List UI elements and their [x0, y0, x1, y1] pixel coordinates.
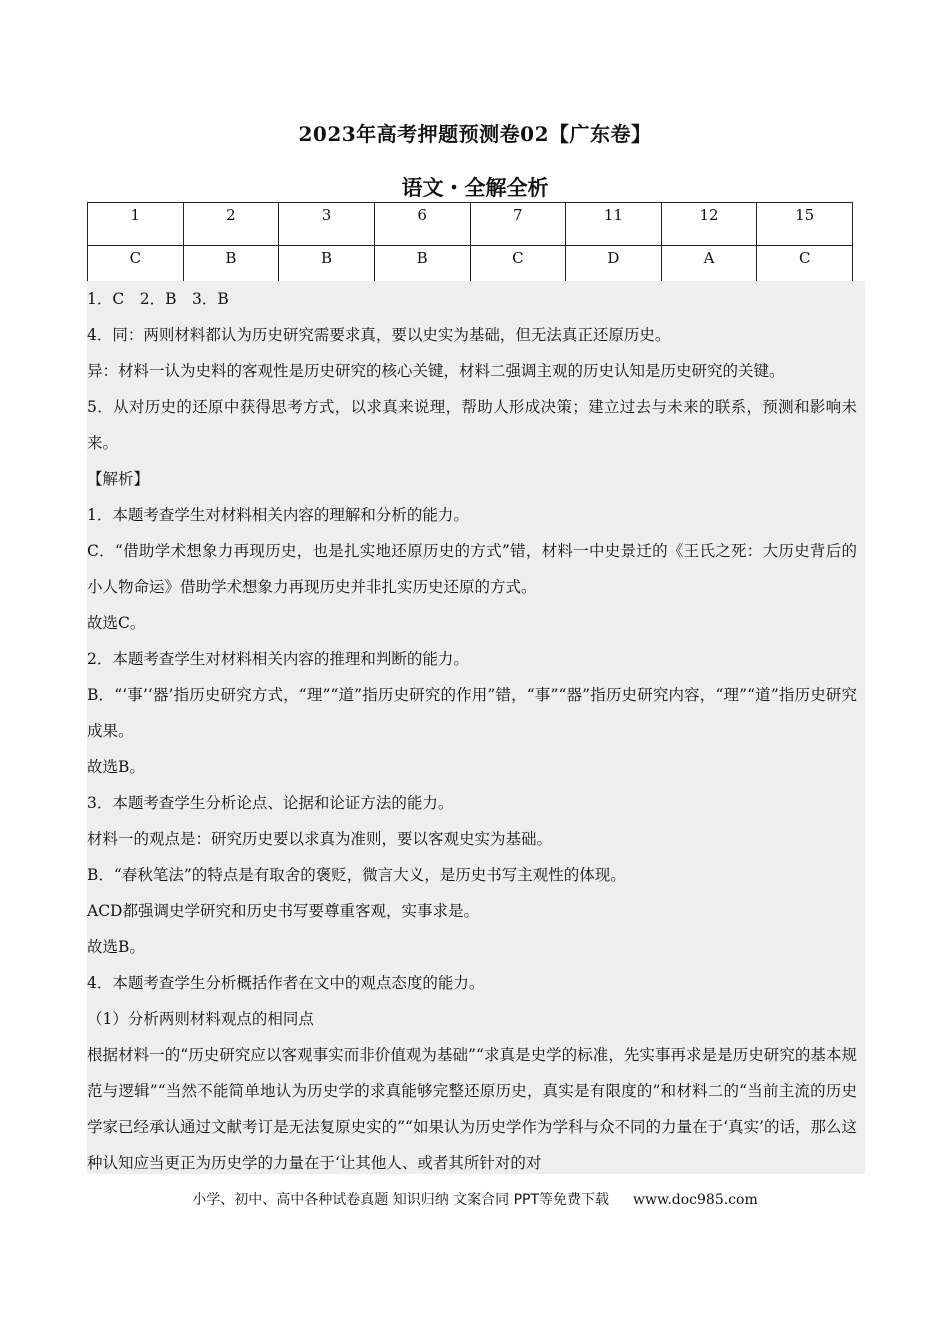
answer-cell: C	[88, 246, 184, 287]
answer-cell: A	[661, 246, 757, 287]
page-title: 2023年高考押题预测卷02【广东卷】	[298, 122, 652, 146]
paragraph: 1．本题考查学生对材料相关内容的理解和分析的能力。	[87, 506, 469, 524]
question-number-cell: 11	[566, 203, 662, 246]
paragraph: 4．同：两则材料都认为历史研究需要求真，要以史实为基础，但无法真正还原历史。	[87, 326, 671, 344]
page-footer	[0, 1189, 950, 1209]
question-number-row	[88, 203, 853, 246]
paragraph: B．“‘事’‘器’指历史研究方式，“理”“道”指历史研究的作用”错，“事”“器”指历史研究内容，“理”“道”指历史研究成果。	[87, 686, 857, 740]
question-number-cell: 15	[757, 203, 853, 246]
paragraph: 故选B。	[87, 938, 145, 956]
footer-text: 小学、初中、高中各种试卷真题 知识归纳 文案合同 PPT等免费下载	[192, 1192, 610, 1208]
answer-cell: C	[757, 246, 853, 287]
answer-table	[87, 202, 853, 287]
paragraph: （1）分析两则材料观点的相同点	[87, 1010, 314, 1028]
question-number-cell: 6	[374, 203, 470, 246]
answer-cell: D	[566, 246, 662, 287]
question-number-cell: 7	[470, 203, 566, 246]
paragraph: 材料一的观点是：研究历史要以求真为准则，要以客观史实为基础。	[87, 830, 553, 848]
analysis-heading: 【解析】	[87, 470, 150, 488]
question-number-cell: 1	[88, 203, 184, 246]
answers-summary: 1．C 2．B 3．B	[87, 290, 229, 308]
paragraph: B．“春秋笔法”的特点是有取舍的褒贬，微言大义，是历史书写主观性的体现。	[87, 866, 626, 884]
paragraph: 3．本题考查学生分析论点、论据和论证方法的能力。	[87, 794, 454, 812]
paragraph: 根据材料一的“历史研究应以客观事实而非价值观为基础”“求真是史学的标准，先实事再求是是历史研究的基本规范与逻辑”“当然不能简单地认为历史学的求真能够完整还原历史，真实是有限度的”和材料二的“当前主流的历史学家已经承认通过文献考订是无法复原史实的”“如果认为历史学作为学科与众不同的力量在于‘真实’的话，那么这种认知应当更正为历史学的力量在于‘让其他人、或者其所针对的对	[87, 1046, 857, 1172]
question-number-cell: 12	[661, 203, 757, 246]
answer-cell: B	[183, 246, 279, 287]
footer-url: www.doc985.com	[633, 1192, 758, 1208]
question-number-cell: 3	[279, 203, 375, 246]
paragraph: 5．从对历史的还原中获得思考方式，以求真来说理，帮助人形成决策；建立过去与未来的联系，预测和影响未来。	[87, 398, 857, 452]
answer-cell: B	[374, 246, 470, 287]
question-number-cell: 2	[183, 203, 279, 246]
paragraph: C．“借助学术想象力再现历史，也是扎实地还原历史的方式”错，材料一中史景迁的《王氏之死：大历史背后的小人物命运》借助学术想象力再现历史并非扎实历史还原的方式。	[87, 542, 857, 596]
answer-explanation	[87, 281, 865, 1174]
paragraph: 故选C。	[87, 614, 146, 632]
paragraph: 4．本题考查学生分析概括作者在文中的观点态度的能力。	[87, 974, 485, 992]
paragraph: 异：材料一认为史料的客观性是历史研究的核心关键，材料二强调主观的历史认知是历史研究的关键。	[87, 362, 785, 380]
paragraph: 故选B。	[87, 758, 145, 776]
page-subtitle: 语文・全解全析	[401, 176, 549, 200]
paragraph: ACD都强调史学研究和历史书写要尊重客观，实事求是。	[87, 902, 479, 920]
paragraph: 2．本题考查学生对材料相关内容的推理和判断的能力。	[87, 650, 469, 668]
answer-cell: B	[279, 246, 375, 287]
answer-cell: C	[470, 246, 566, 287]
